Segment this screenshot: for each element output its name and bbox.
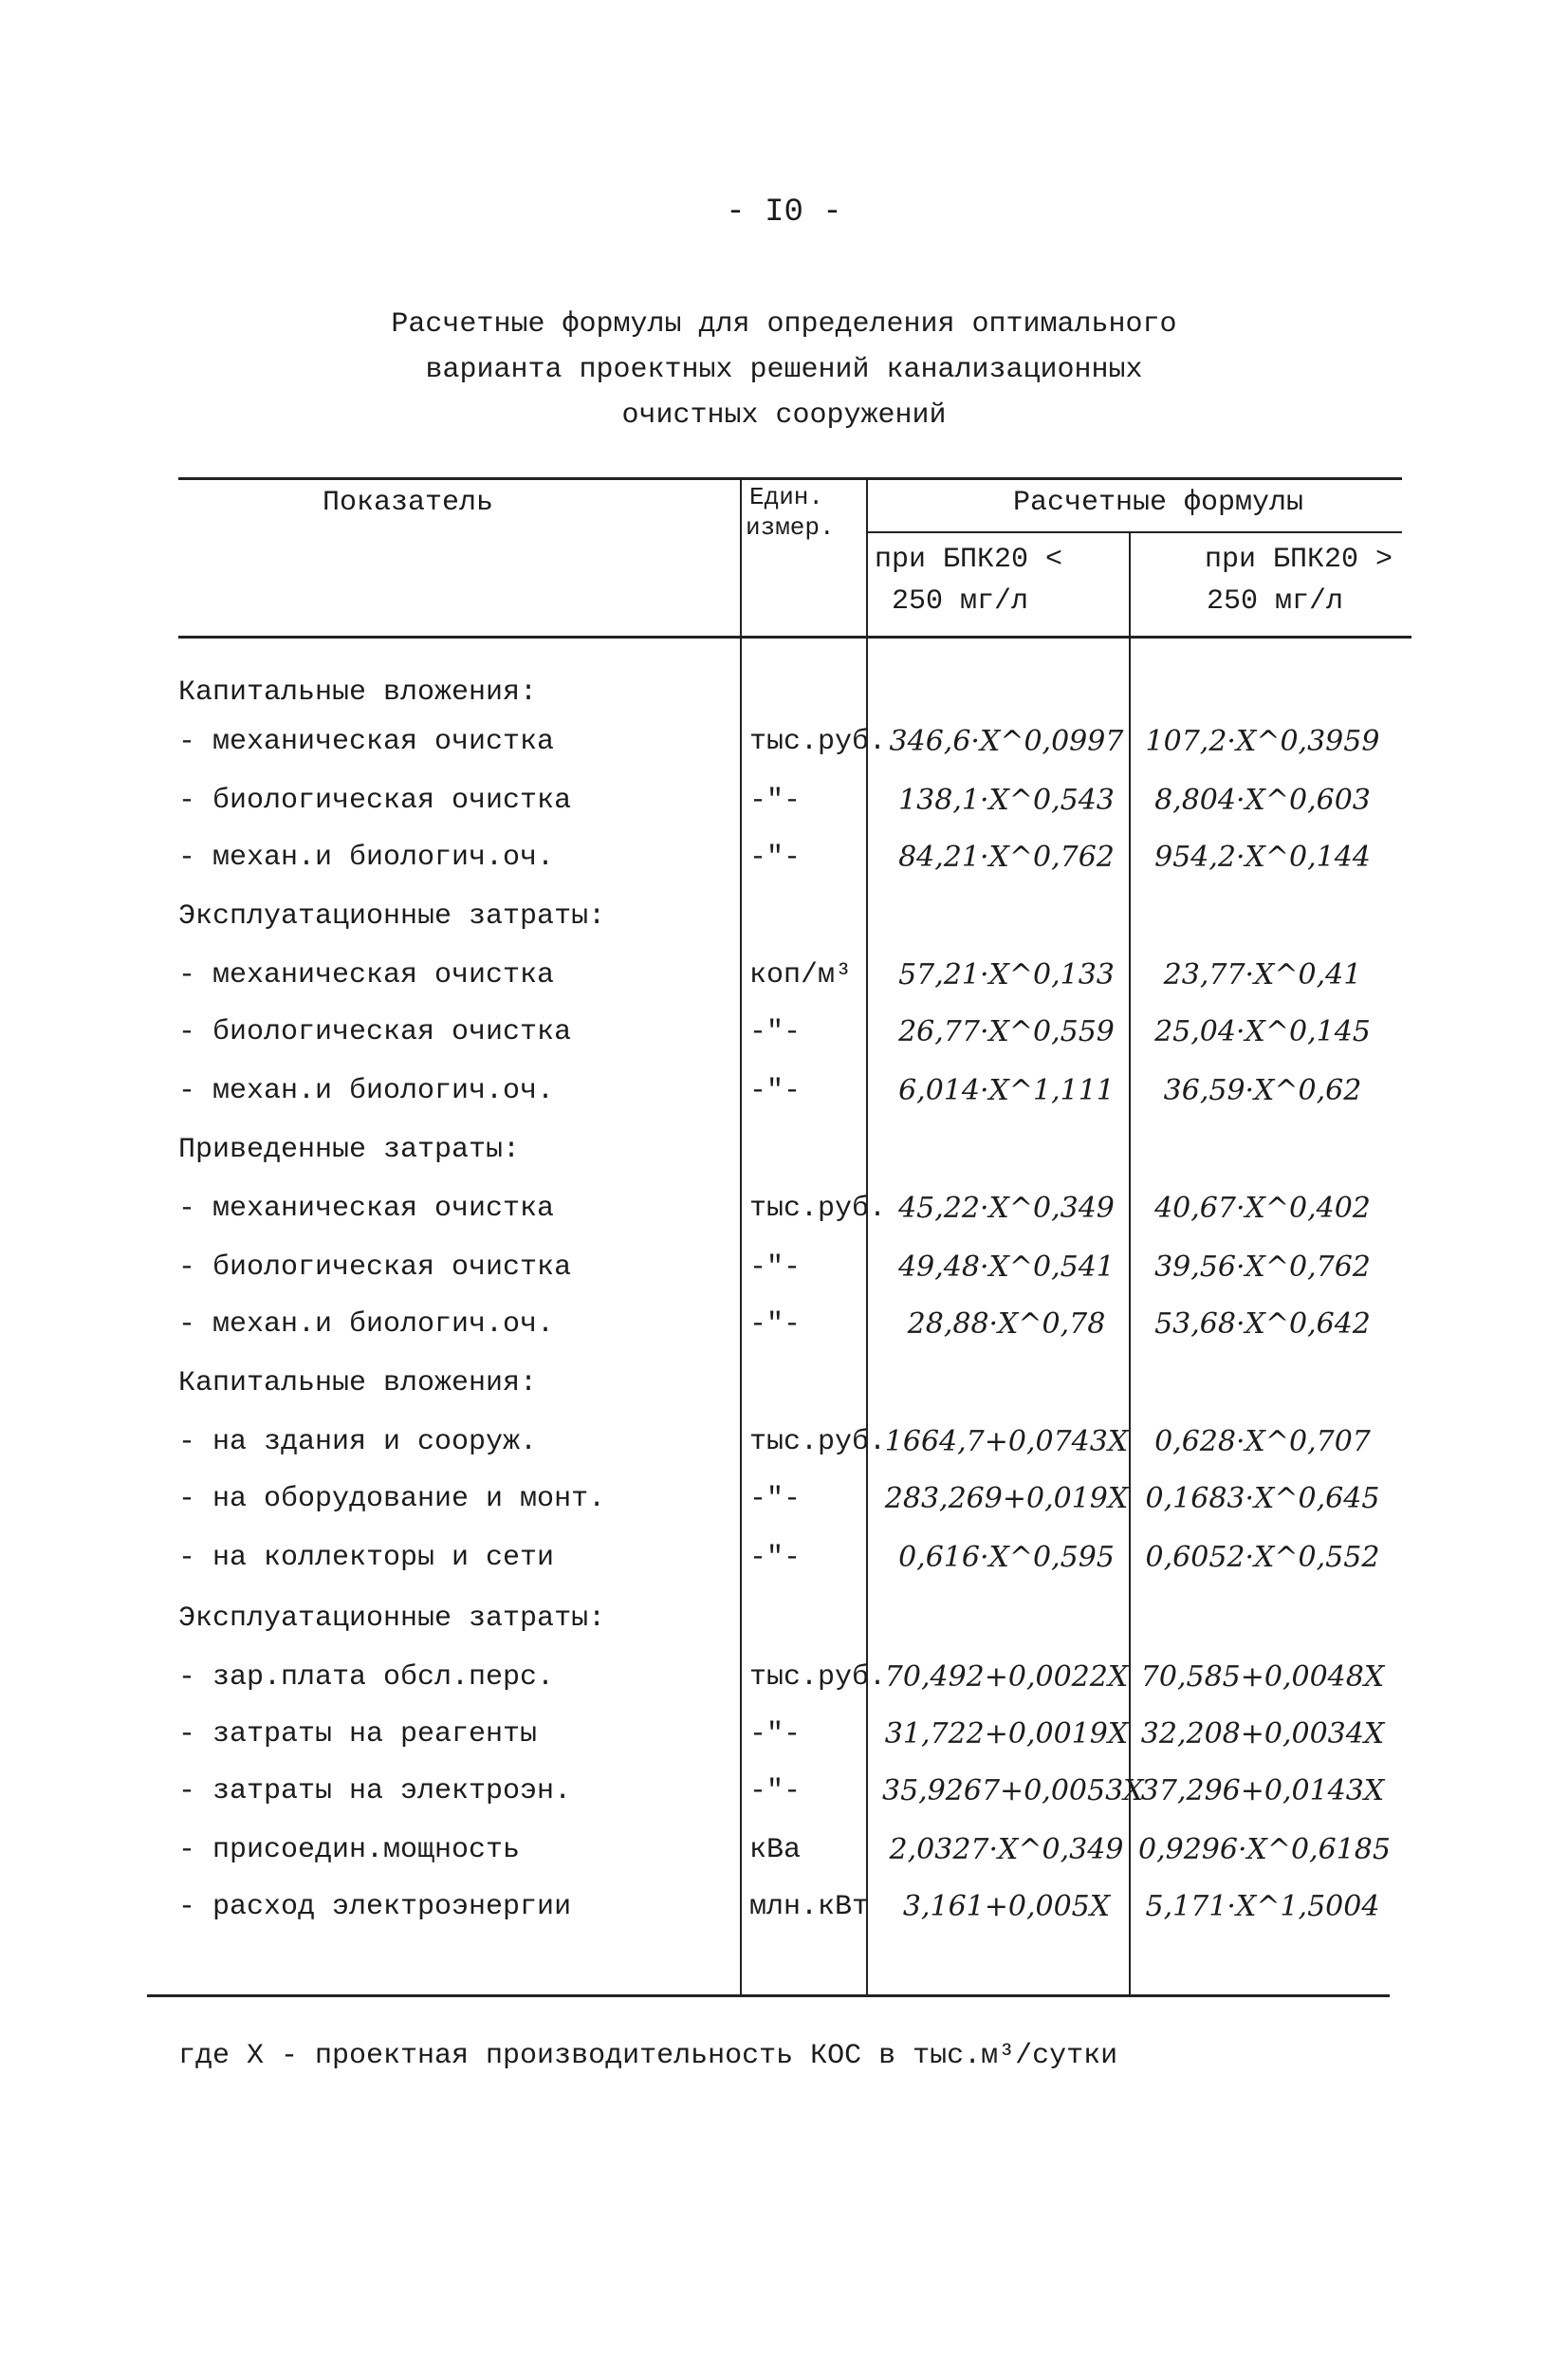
row-formula-bpk-below-250: 2,0327·X^0,349 (889, 1833, 1124, 1866)
row-formula-bpk-below-250: 3,161+0,005X (902, 1890, 1111, 1923)
row-formula-bpk-above-250: 23,77·X^0,41 (1163, 958, 1362, 991)
row-formula-bpk-above-250: 70,585+0,0048X (1140, 1660, 1385, 1694)
section-heading: Эксплуатационные затраты: (178, 900, 606, 933)
divider-indicator-unit (740, 477, 742, 1995)
row-unit: тыс.руб. (749, 1426, 887, 1458)
row-formula-bpk-above-250: 5,171·X^1,5004 (1145, 1890, 1380, 1923)
row-formula-bpk-below-250: 31,722+0,0019X (884, 1717, 1129, 1751)
row-unit: -"- (749, 1718, 802, 1751)
row-formula-bpk-above-250: 0,1683·X^0,645 (1145, 1482, 1380, 1515)
row-indicator: - затраты на электроэн. (178, 1775, 572, 1807)
row-formula-bpk-above-250: 32,208+0,0034X (1140, 1717, 1385, 1751)
row-unit: -"- (749, 785, 802, 817)
header-formulas: Расчетные формулы (1013, 487, 1304, 519)
title-line-1: Расчетные формулы для определения оптимального (391, 308, 1177, 341)
row-unit: -"- (749, 1308, 802, 1341)
row-indicator: - на здания и сооруж. (178, 1426, 538, 1458)
row-formula-bpk-above-250: 39,56·X^0,762 (1154, 1251, 1371, 1284)
table-bottom-rule (147, 1994, 1390, 1997)
row-formula-bpk-above-250: 107,2·X^0,3959 (1145, 725, 1380, 758)
row-indicator: - затраты на реагенты (178, 1718, 538, 1751)
row-formula-bpk-below-250: 70,492+0,0022X (884, 1660, 1129, 1694)
row-unit: тыс.руб. (749, 1661, 887, 1694)
row-unit: тыс.руб. (749, 726, 887, 758)
section-heading: Капитальные вложения: (178, 1367, 538, 1399)
row-indicator: - биологическая очистка (178, 1016, 572, 1048)
row-formula-bpk-below-250: 84,21·X^0,762 (898, 841, 1115, 874)
row-formula-bpk-above-250: 8,804·X^0,603 (1154, 784, 1371, 817)
row-indicator: - механическая очистка (178, 959, 555, 991)
header-col2-line-2: 250 мг/л (1207, 585, 1344, 618)
row-formula-bpk-below-250: 138,1·X^0,543 (898, 784, 1115, 817)
row-formula-bpk-below-250: 45,22·X^0,349 (898, 1192, 1115, 1225)
row-formula-bpk-above-250: 0,6052·X^0,552 (1145, 1541, 1380, 1574)
row-formula-bpk-below-250: 26,77·X^0,559 (898, 1015, 1115, 1048)
row-unit: коп/м³ (749, 959, 853, 991)
row-unit: кВа (749, 1834, 802, 1866)
formula-header-rule (866, 531, 1402, 533)
row-formula-bpk-below-250: 1664,7+0,0743X (884, 1425, 1129, 1458)
header-indicator: Показатель (323, 487, 494, 519)
row-formula-bpk-below-250: 49,48·X^0,541 (898, 1251, 1115, 1284)
row-formula-bpk-above-250: 53,68·X^0,642 (1154, 1307, 1371, 1341)
row-unit: млн.кВт (749, 1891, 870, 1923)
row-formula-bpk-below-250: 57,21·X^0,133 (898, 958, 1115, 991)
header-unit-line-2: измер. (746, 513, 835, 542)
row-indicator: - на коллекторы и сети (178, 1542, 555, 1574)
page-number: - I0 - (726, 195, 842, 231)
header-col1-line-1: при БПК20 < (875, 544, 1063, 576)
section-heading: Капитальные вложения: (178, 676, 538, 709)
row-unit: -"- (749, 1251, 802, 1284)
row-formula-bpk-above-250: 36,59·X^0,62 (1163, 1074, 1362, 1107)
row-indicator: - механ.и биологич.оч. (178, 842, 555, 874)
row-formula-bpk-below-250: 283,269+0,019X (884, 1482, 1129, 1515)
section-heading: Эксплуатационные затраты: (178, 1603, 606, 1635)
row-unit: -"- (749, 1075, 802, 1107)
divider-unit-formula (866, 477, 868, 1995)
row-indicator: - зар.плата обсл.перс. (178, 1661, 555, 1694)
row-unit: -"- (749, 1016, 802, 1048)
row-indicator: - механ.и биологич.оч. (178, 1308, 555, 1341)
title-line-3: очистных сооружений (621, 399, 947, 432)
header-col1-line-2: 250 мг/л (892, 585, 1029, 618)
row-unit: -"- (749, 842, 802, 874)
page-title (0, 302, 1568, 438)
row-indicator: - механ.и биологич.оч. (178, 1075, 555, 1107)
row-indicator: - на оборудование и монт. (178, 1483, 606, 1515)
row-formula-bpk-above-250: 25,04·X^0,145 (1154, 1015, 1371, 1048)
section-heading: Приведенные затраты: (178, 1134, 521, 1166)
row-indicator: - присоедин.мощность (178, 1834, 521, 1866)
row-unit: -"- (749, 1483, 802, 1515)
row-formula-bpk-below-250: 28,88·X^0,78 (907, 1307, 1106, 1341)
row-formula-bpk-below-250: 0,616·X^0,595 (898, 1541, 1115, 1574)
row-formula-bpk-above-250: 40,67·X^0,402 (1154, 1192, 1371, 1225)
row-unit: -"- (749, 1542, 802, 1574)
header-unit-line-1: Един. (749, 483, 824, 511)
header-col2-line-1: при БПК20 > (1205, 544, 1393, 576)
row-unit: -"- (749, 1775, 802, 1807)
title-line-2: варианта проектных решений канализационных (425, 354, 1143, 386)
row-formula-bpk-above-250: 0,628·X^0,707 (1154, 1425, 1371, 1458)
row-formula-bpk-above-250: 0,9296·X^0,6185 (1138, 1833, 1391, 1866)
footnote: где X - проектная производительность КОС в тыс.м³/сутки (178, 2040, 1118, 2072)
row-indicator: - расход электроэнергии (178, 1891, 572, 1923)
header-bottom-rule (178, 636, 1411, 639)
row-indicator: - биологическая очистка (178, 785, 572, 817)
row-formula-bpk-above-250: 954,2·X^0,144 (1154, 841, 1371, 874)
row-formula-bpk-below-250: 35,9267+0,0053X (882, 1774, 1144, 1807)
row-formula-bpk-below-250: 346,6·X^0,0997 (889, 725, 1124, 758)
row-unit: тыс.руб. (749, 1193, 887, 1225)
row-indicator: - биологическая очистка (178, 1251, 572, 1284)
row-indicator: - механическая очистка (178, 1193, 555, 1225)
row-formula-bpk-below-250: 6,014·X^1,111 (898, 1074, 1115, 1107)
row-formula-bpk-above-250: 37,296+0,0143X (1140, 1774, 1385, 1807)
row-indicator: - механическая очистка (178, 726, 555, 758)
